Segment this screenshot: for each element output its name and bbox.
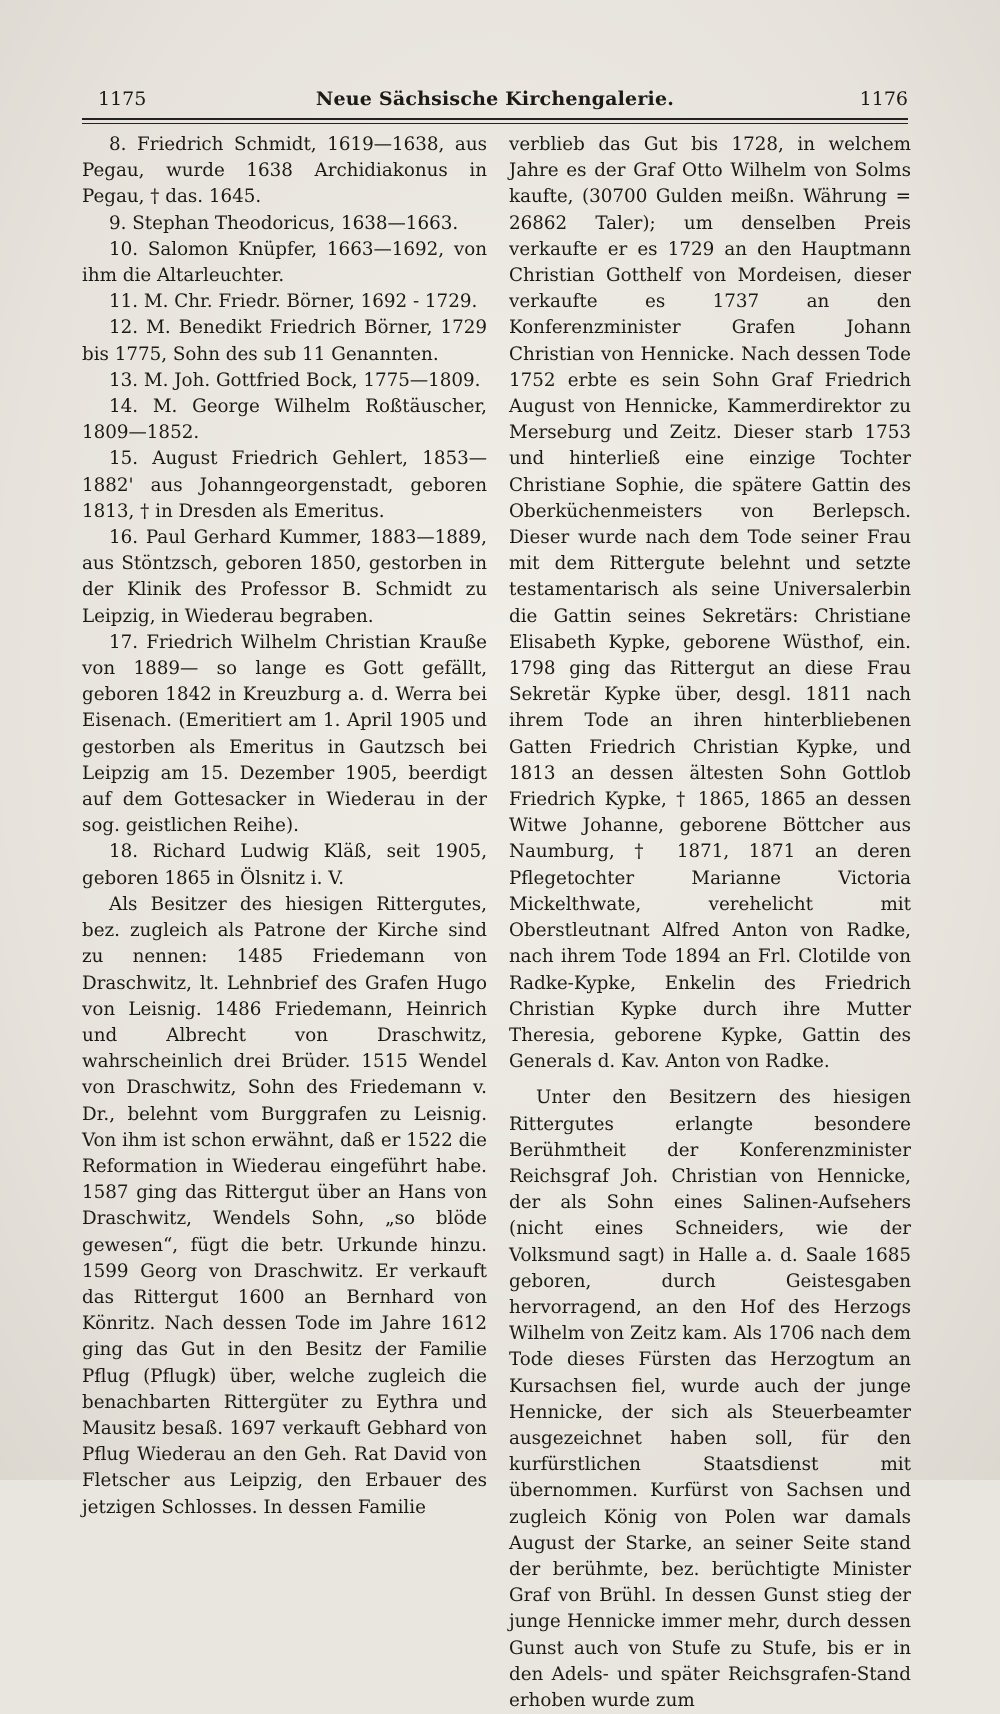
entry-9: 9. Stephan Theodoricus, 1638—1663. [109,212,459,234]
entry-12: 12. M. Benedikt Friedrich Börner, 1729 bis 1775, Sohn des sub 11 Genannten. [82,317,487,365]
header-rule-thin [82,123,908,124]
running-title: Neue Sächsische Kirchengalerie. [315,88,675,110]
owners-paragraph: Als Besitzer des hiesigen Rittergutes, bez. zugleich als Patrone der Kirche sind zu nennen: 1485 Friedemann von Draschwitz, lt. Lehnbrief des Grafen Hugo von Leisnig. 1486 Friedemann, Heinrich und Albrecht von Draschwitz, wahrscheinlich drei Brüder. 1515 Wendel von Draschwitz, Sohn des Friedemann v. Dr., belehnt vom Burggrafen zu Leisnig. Von ihm ist schon erwähnt, daß er 1522 die Reformation in Wiederau eingeführt habe. 1587 ging das Rittergut über an Hans von Draschwitz, Wendels Sohn, „so blöde gewesen“, fügt die betr. Urkunde hinzu. 1599 Georg von Draschwitz. Er verkauft das Rittergut 1600 an Bernhard von Könritz. Nach dessen Tode im Jahre 1612 ging das Gut in den Besitz der Familie Pflug (Pflugk) über, welche zugleich die benachbarten Rittergüter zu Eythra und Mausitz besaß. 1697 verkauft Gebhard von Pflug Wiederau an den Geh. Rat David von Fletscher aus Leipzig, den Erbauer des jetzigen Schlosses. In dessen Familie [82,893,487,1518]
entry-16: 16. Paul Gerhard Kummer, 1883—1889, aus Stöntzsch, geboren 1850, gestorben in der Klinik des Professor B. Schmidt zu Leipzig, in Wiederau begraben. [82,527,487,627]
right-column [509,132,911,1711]
entry-14: 14. M. George Wilhelm Roßtäuscher, 1809—1852. [82,396,487,444]
hennicke-paragraph: Unter den Besitzern des hiesigen Rittergutes erlangte besondere Berühmtheit der Konferenzminister Reichsgraf Joh. Christian von Hennicke, der als Sohn eines Salinen-Aufsehers (nicht eines Schneiders, wie der Volksmund sagt) in Halle a. d. Saale 1685 geboren, durch Geistesgaben hervorragend, an den Hof des Herzogs Wilhelm von Zeitz kam. Als 1706 nach dem Tode dieses Fürsten das Herzogtum an Kursachsen fiel, wurde auch der junge Hennicke, der sich als Steuerbeamter ausgezeichnet haben soll, für den kurfürstlichen Staatsdienst mit übernommen. Kurfürst von Sachsen und zugleich König von Polen war damals August der Starke, an seiner Seite stand der berühmte, bez. berüchtigte Minister Graf von Brühl. In dessen Gunst stieg der junge Hennicke immer mehr, durch dessen Gunst auch von Stufe zu Stufe, bis er in den Adels- und später Reichsgrafen-Stand erhoben wurde zum [509,1087,911,1711]
page-number-right: 1176 [859,88,908,110]
entry-13: 13. M. Joh. Gottfried Bock, 1775—1809. [109,369,481,391]
entry-10: 10. Salomon Knüpfer, 1663—1692, von ihm die Altarleuchter. [82,238,487,287]
entry-18: 18. Richard Ludwig Kläß, seit 1905, geboren 1865 in Ölsnitz i. V. [82,841,487,889]
left-column [82,132,487,1518]
page-header [82,88,908,114]
page-number-left: 1175 [98,88,147,110]
entry-11: 11. M. Chr. Friedr. Börner, 1692 - 1729. [109,291,478,313]
entry-8: 8. Friedrich Schmidt, 1619—1638, aus Pegau, wurde 1638 Archidiakonus in Pegau, † das. 1645. [82,134,487,208]
header-rule-thick [82,118,908,120]
owners-continued-paragraph: verblieb das Gut bis 1728, in welchem Jahre es der Graf Otto Wilhelm von Solms kaufte, (30700 Gulden meißn. Währung = 26862 Taler); um denselben Preis verkaufte er es 1729 an den Hauptmann Christian Gotthelf von Mordeisen, dieser verkaufte es 1737 an den Konferenzminister Grafen Johann Christian von Hennicke. Nach dessen Tode 1752 erbte es sein Sohn Graf Friedrich August von Hennicke, Kammerdirektor zu Merseburg und Zeitz. Dieser starb 1753 und hinterließ eine einzige Tochter Christiane Sophie, die spätere Gattin des Oberküchenmeisters von Berlepsch. Dieser wurde nach dem Tode seiner Frau mit dem Rittergute belehnt und setzte testamentarisch als seine Universalerbin die Gattin seines Sekretärs: Christiane Elisabeth Kypke, geborene Wüsthof, ein. 1798 ging das Rittergut an diese Frau Sekretär Kypke über, desgl. 1811 nach ihrem Tode an ihren hinterbliebenen Gatten Friedrich Christian Kypke, und 1813 an dessen ältesten Sohn Gottlob Friedrich Kypke, † 1865, 1865 an dessen Witwe Johanne, geborene Böttcher aus Naumburg, † 1871, 1871 an deren Pflegetochter Marianne Victoria Mickelthwate, verehelicht mit Oberstleutnant Alfred Anton von Radke, nach ihrem Tode 1894 an Frl. Clotilde von Radke-Kypke, Enkelin des Friedrich Christian Kypke durch ihre Mutter Theresia, geborene Kypke, Gattin des Generals d. Kav. Anton von Radke. [509,134,911,1073]
entry-17: 17. Friedrich Wilhelm Christian Krauße von 1889— so lange es Gott gefällt, geboren 1842 in Kreuzburg a. d. Werra bei Eisenach. (Emeritiert am 1. April 1905 und gestorben als Emeritus in Gautzsch bei Leipzig am 15. Dezember 1905, beerdigt auf dem Gottesacker in Wiederau in der sog. geistlichen Reihe). [82,631,487,837]
entry-15: 15. August Friedrich Gehlert, 1853—1882' aus Johanngeorgenstadt, geboren 1813, † in Dresden als Emeritus. [82,448,487,522]
